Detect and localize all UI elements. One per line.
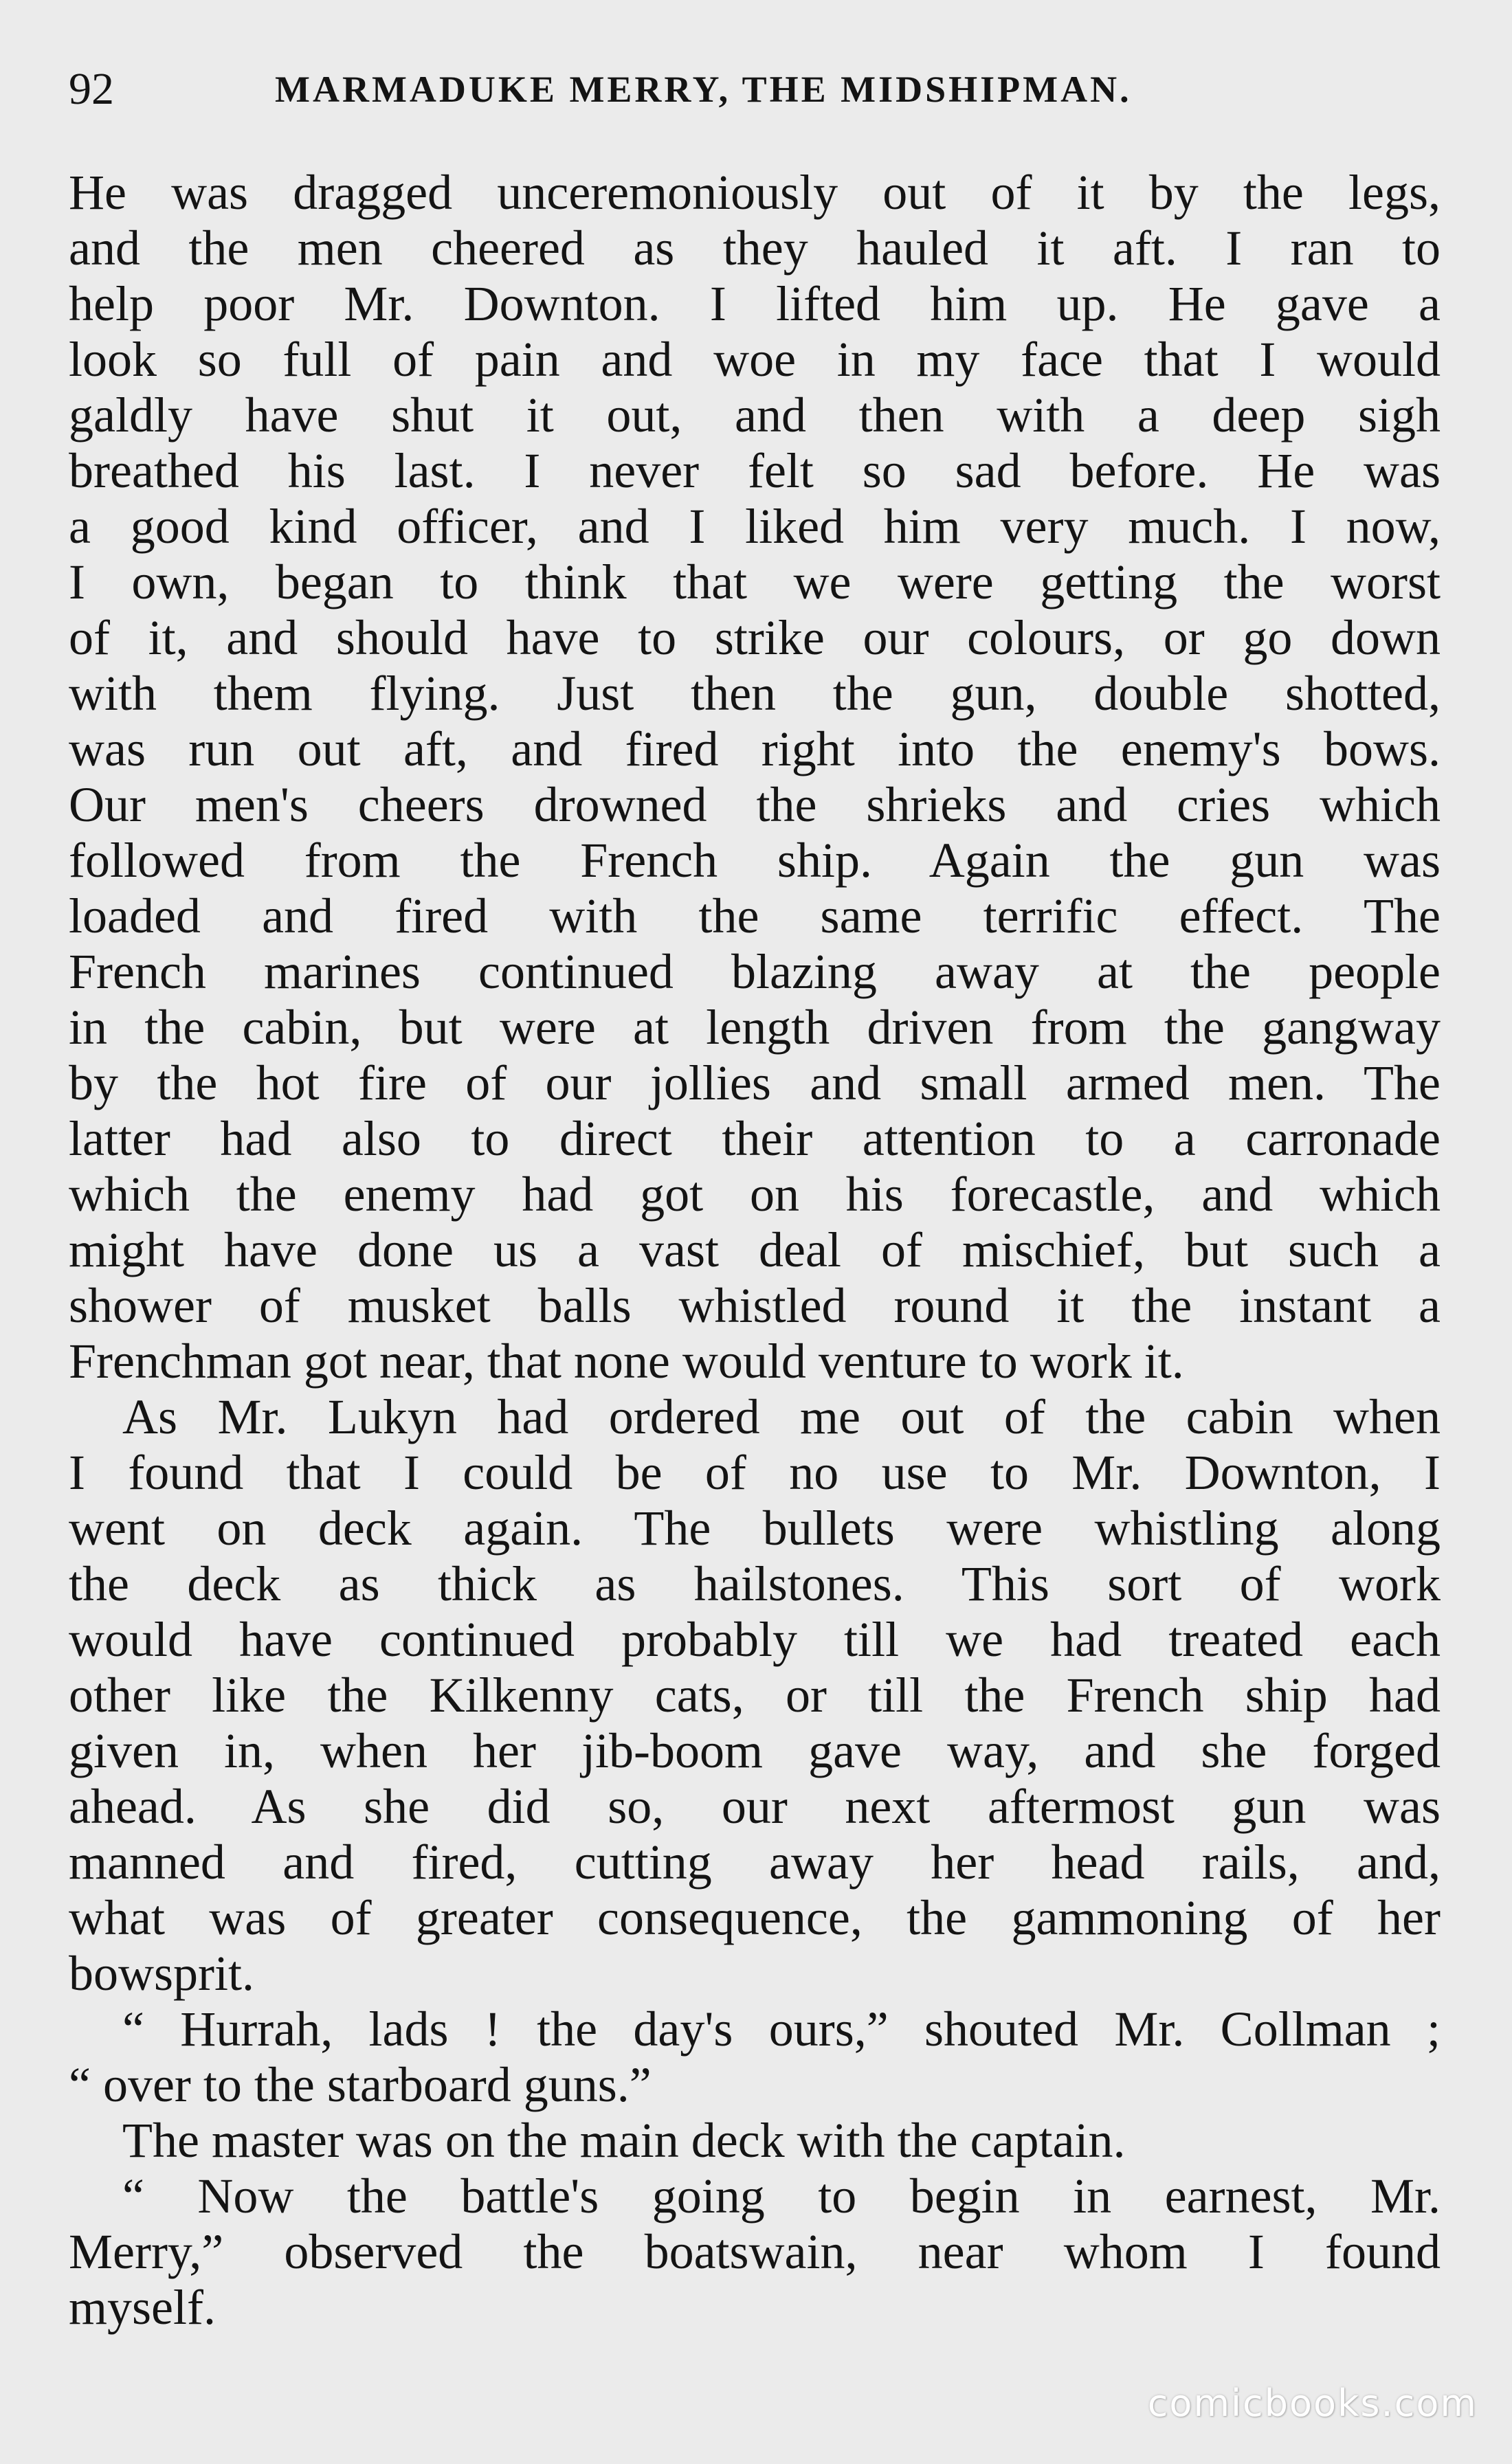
text-line: The master was on the main deck with the captain. [122, 2113, 1126, 2168]
text-line: I found that I could be of no use to Mr. Downton, I [69, 1445, 1441, 1500]
text-line: “ over to the starboard guns.” [69, 2057, 652, 2112]
running-head: MARMADUKE MERRY, THE MIDSHIPMAN. [275, 69, 1132, 110]
text-line: help poor Mr. Downton. I lifted him up. He gave a [69, 276, 1441, 331]
text-line: ahead. As she did so, our next aftermost gun was [69, 1779, 1441, 1834]
text-line: “ Now the battle's going to begin in earnest, Mr. [122, 2169, 1441, 2224]
text-line: shower of musket balls whistled round it the instant a [69, 1278, 1441, 1333]
text-line: look so full of pain and woe in my face that I would [69, 332, 1441, 387]
text-line: bowsprit. [69, 1946, 254, 2001]
text-line: given in, when her jib-boom gave way, and she forged [69, 1723, 1441, 1778]
text-line: breathed his last. I never felt so sad before. He was [69, 443, 1441, 498]
text-line: other like the Kilkenny cats, or till the French ship had [69, 1668, 1441, 1723]
text-line: He was dragged unceremoniously out of it by the legs, [69, 165, 1441, 220]
text-line: a good kind officer, and I liked him very much. I now, [69, 499, 1441, 554]
text-line: might have done us a vast deal of mischief, but such a [69, 1222, 1441, 1277]
page-header [69, 55, 1443, 124]
text-line: manned and fired, cutting away her head rails, and, [69, 1835, 1441, 1890]
text-line: myself. [69, 2280, 216, 2335]
text-line: and the men cheered as they hauled it aft. I ran to [69, 221, 1441, 276]
text-line: of it, and should have to strike our colours, or go down [69, 610, 1441, 665]
text-line: “ Hurrah, lads ! the day's ours,” shouted Mr. Collman ; [122, 2002, 1441, 2057]
text-line: what was of greater consequence, the gammoning of her [69, 1890, 1441, 1945]
text-line: in the cabin, but were at length driven from the gangway [69, 1000, 1441, 1055]
text-line: As Mr. Lukyn had ordered me out of the cabin when [122, 1389, 1441, 1444]
text-line: loaded and fired with the same terrific effect. The [69, 888, 1441, 943]
text-line: was run out aft, and fired right into the enemy's bows. [69, 721, 1441, 776]
text-line: would have continued probably till we had treated each [69, 1612, 1441, 1667]
text-line: followed from the French ship. Again the gun was [69, 833, 1441, 888]
page-number: 92 [69, 64, 114, 114]
text-line: Merry,” observed the boatswain, near whom I found [69, 2224, 1441, 2279]
text-line: Frenchman got near, that none would venture to work it. [69, 1334, 1184, 1389]
text-line: which the enemy had got on his forecastle, and which [69, 1167, 1441, 1222]
text-line: I own, began to think that we were getting the worst [69, 555, 1441, 609]
text-line: Our men's cheers drowned the shrieks and cries which [69, 777, 1441, 832]
body-text [69, 165, 1441, 2336]
text-line: latter had also to direct their attention to a carronade [69, 1111, 1441, 1166]
text-line: the deck as thick as hailstones. This sort of work [69, 1556, 1441, 1611]
text-line: went on deck again. The bullets were whistling along [69, 1501, 1441, 1556]
text-line: galdly have shut it out, and then with a deep sigh [69, 388, 1441, 443]
text-line: French marines continued blazing away at the people [69, 944, 1441, 999]
text-line: by the hot fire of our jollies and small armed men. The [69, 1055, 1441, 1110]
text-line: with them flying. Just then the gun, double shotted, [69, 666, 1441, 721]
watermark: comicbooks.com [1147, 2382, 1478, 2425]
